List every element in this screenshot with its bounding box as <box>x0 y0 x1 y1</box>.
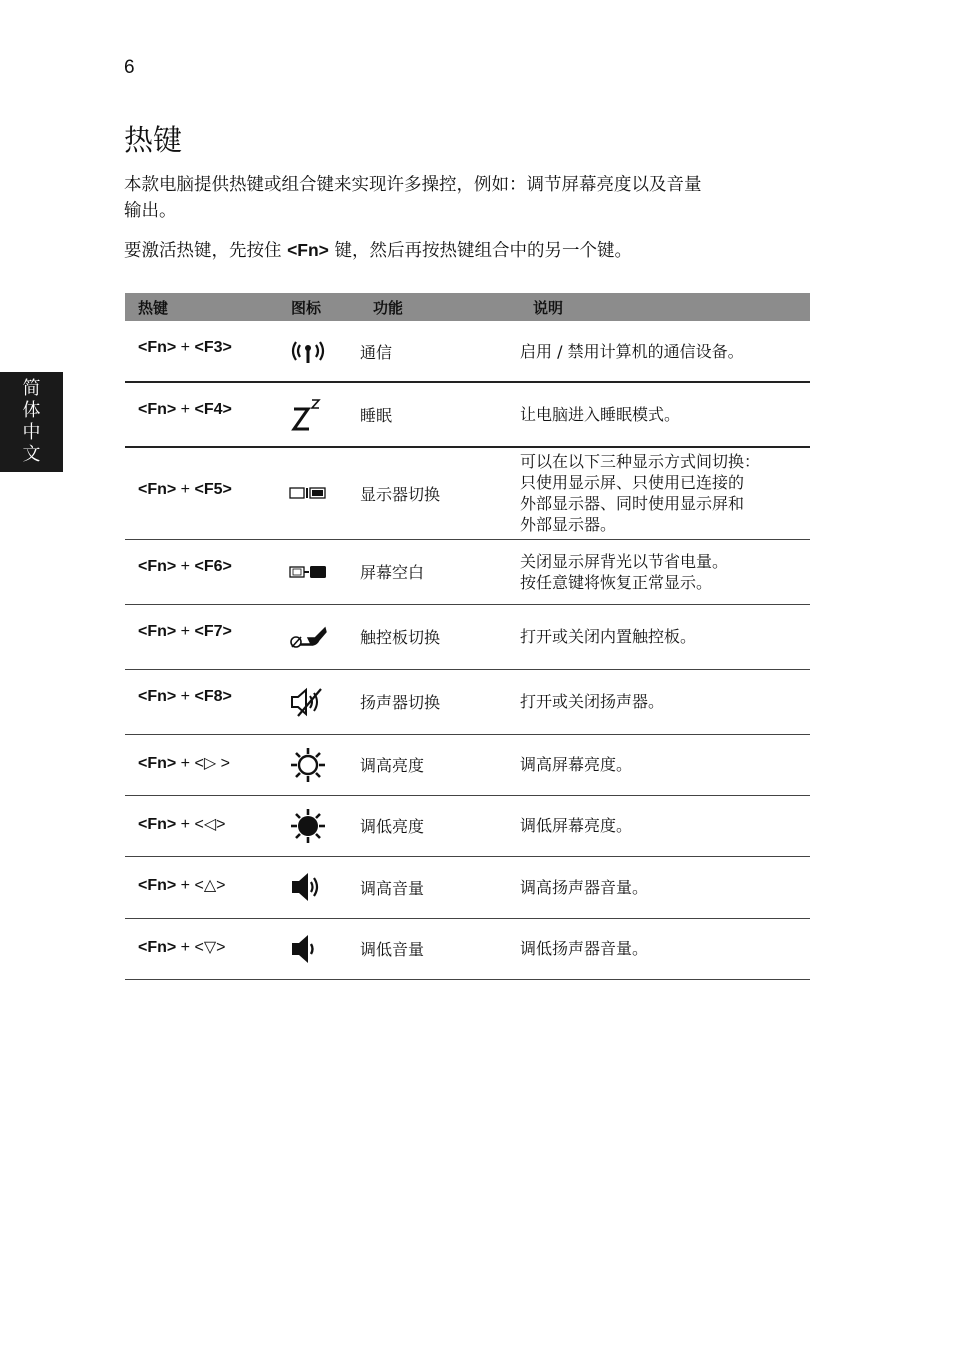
hotkey-cell: <Fn> + <F7> <box>125 604 278 669</box>
function-cell: 调低音量 <box>360 918 520 979</box>
icon-cell <box>278 856 360 918</box>
screen-blank-icon <box>289 565 327 579</box>
speaker-toggle-icon <box>289 686 327 718</box>
table-row <box>125 604 810 669</box>
hotkey-cell: <Fn> + <F4> <box>125 382 278 447</box>
function-cell: 触控板切换 <box>360 604 520 669</box>
activation-text: 键，然后再按热键组合中的另一个键。 <box>328 241 632 261</box>
hotkey-cell: <Fn> + <▷ > <box>125 734 278 795</box>
table-row <box>125 539 810 604</box>
fn-key-label: <Fn> <box>287 240 329 260</box>
function-cell: 扬声器切换 <box>360 669 520 734</box>
hotkey-cell: <Fn> + <F6> <box>125 539 278 604</box>
volume-up-icon <box>289 870 327 904</box>
description-cell: 打开或关闭内置触控板。 <box>520 604 810 669</box>
volume-down-icon <box>289 932 327 966</box>
table-header-row <box>125 293 810 321</box>
table-row <box>125 669 810 734</box>
sleep-icon <box>289 397 327 433</box>
table-row <box>125 918 810 979</box>
function-cell: 通信 <box>360 321 520 382</box>
display-toggle-icon <box>289 486 327 500</box>
wireless-communication-icon <box>289 336 327 366</box>
intro-paragraph <box>124 172 814 224</box>
hotkey-cell: <Fn> + <F5> <box>125 447 278 539</box>
side-tab-char: 体 <box>22 400 41 421</box>
description-cell: 调低屏幕亮度。 <box>520 795 810 856</box>
language-side-tab <box>0 372 63 472</box>
hotkey-cell: <Fn> + <F3> <box>125 321 278 382</box>
icon-cell <box>278 669 360 734</box>
description-cell: 调高扬声器音量。 <box>520 856 810 918</box>
hotkey-cell: <Fn> + <F8> <box>125 669 278 734</box>
side-tab-char: 文 <box>22 444 41 465</box>
table-row <box>125 795 810 856</box>
hotkey-table <box>125 293 810 980</box>
description-cell: 启用 / 禁用计算机的通信设备。 <box>520 321 810 382</box>
icon-cell <box>278 447 360 539</box>
description-cell: 让电脑进入睡眠模式。 <box>520 382 810 447</box>
activation-paragraph <box>124 237 814 264</box>
activation-text: 要激活热键，先按住 <box>124 241 288 261</box>
header-function: 功能 <box>360 293 520 321</box>
description-cell: 可以在以下三种显示方式间切换： 只使用显示屏、只使用已连接的 外部显示器、同时使用显示屏和 外部显示器。 <box>520 447 810 539</box>
icon-cell <box>278 795 360 856</box>
page-number: 6 <box>124 57 135 78</box>
icon-cell <box>278 734 360 795</box>
description-cell: 调低扬声器音量。 <box>520 918 810 979</box>
intro-line: 本款电脑提供热键或组合键来实现许多操控，例如：调节屏幕亮度以及音量 <box>124 175 702 195</box>
icon-cell <box>278 382 360 447</box>
icon-cell <box>278 321 360 382</box>
header-description: 说明 <box>520 293 810 321</box>
brightness-up-icon <box>289 746 327 784</box>
icon-cell <box>278 918 360 979</box>
function-cell: 调高音量 <box>360 856 520 918</box>
icon-cell <box>278 539 360 604</box>
header-icon: 图标 <box>278 293 360 321</box>
table-row <box>125 734 810 795</box>
description-cell: 打开或关闭扬声器。 <box>520 669 810 734</box>
function-cell: 屏幕空白 <box>360 539 520 604</box>
intro-line: 输出。 <box>124 201 177 221</box>
description-cell: 调高屏幕亮度。 <box>520 734 810 795</box>
hotkey-cell: <Fn> + <△> <box>125 856 278 918</box>
description-cell: 关闭显示屏背光以节省电量。 按任意键将恢复正常显示。 <box>520 539 810 604</box>
icon-cell <box>278 604 360 669</box>
hotkey-cell: <Fn> + <◁> <box>125 795 278 856</box>
page-title: 热键 <box>124 123 183 157</box>
hotkey-cell: <Fn> + <▽> <box>125 918 278 979</box>
touchpad-toggle-icon <box>289 624 327 650</box>
brightness-down-icon <box>289 807 327 845</box>
function-cell: 显示器切换 <box>360 447 520 539</box>
table-row <box>125 382 810 447</box>
function-cell: 睡眠 <box>360 382 520 447</box>
side-tab-char: 中 <box>22 422 41 443</box>
function-cell: 调低亮度 <box>360 795 520 856</box>
table-row <box>125 856 810 918</box>
table-row <box>125 321 810 382</box>
function-cell: 调高亮度 <box>360 734 520 795</box>
side-tab-char: 简 <box>22 378 41 399</box>
header-hotkey: 热键 <box>125 293 278 321</box>
table-row <box>125 447 810 539</box>
